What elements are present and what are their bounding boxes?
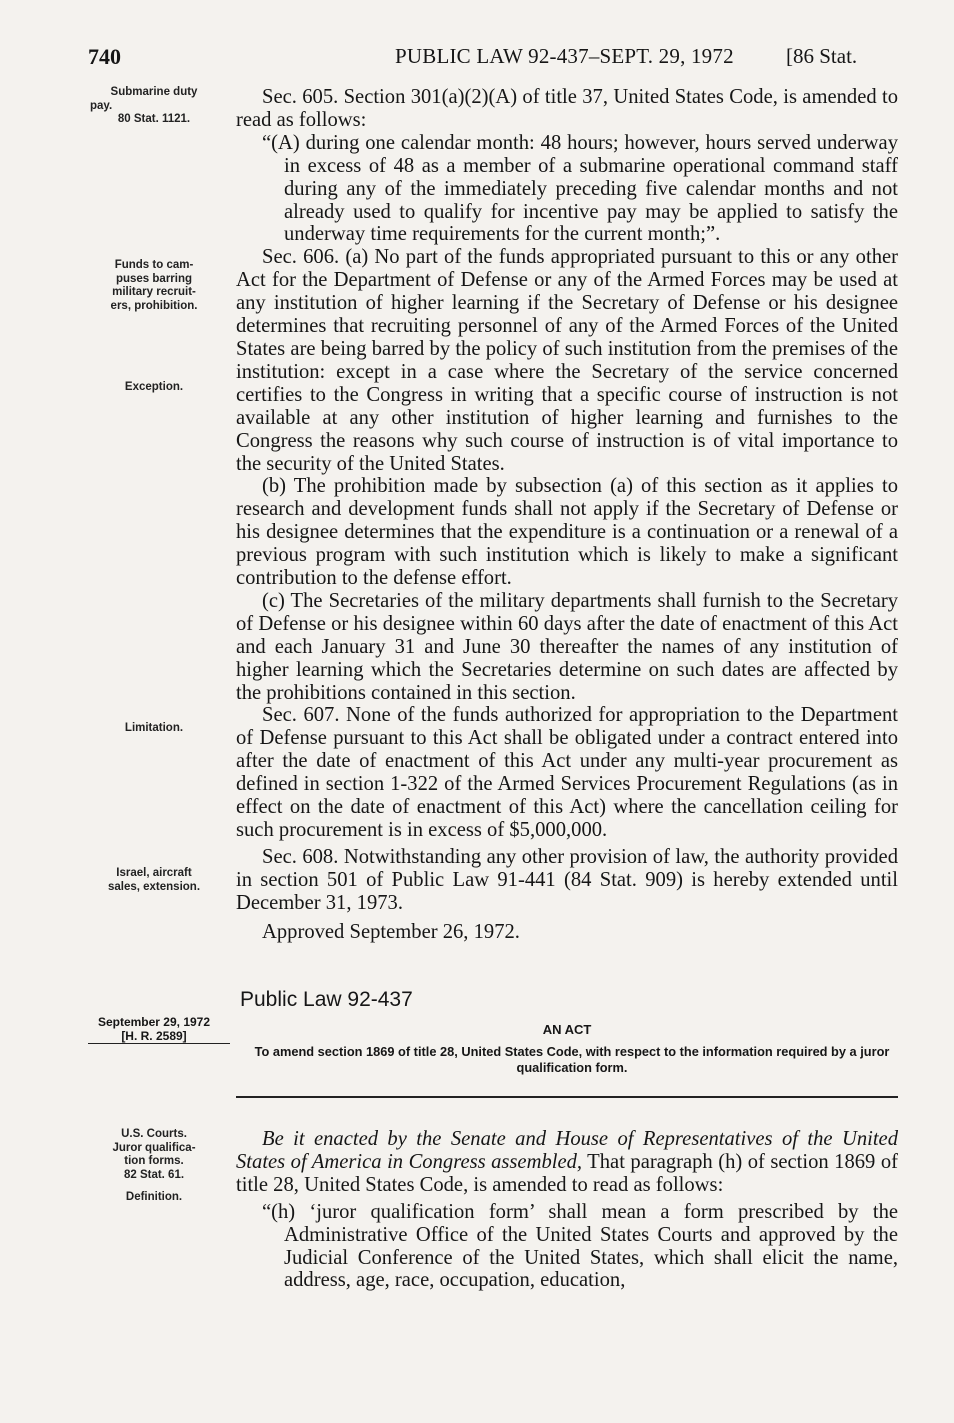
- page-header: [0, 44, 954, 74]
- margin-note-line: Exception.: [124, 381, 184, 393]
- bill-number: [H. R. 2589]: [121, 1028, 187, 1043]
- title-rule: [236, 1096, 898, 1098]
- margin-note-limitation: [78, 722, 230, 736]
- new-law-text: [236, 1128, 898, 1292]
- margin-note-line: ers, prohibition.: [110, 299, 198, 312]
- margin-note-line: pay.: [90, 99, 113, 112]
- margin-note-israel: [78, 867, 230, 894]
- margin-note-line: Juror qualifica-: [112, 1141, 196, 1154]
- definition-quote: “(h) ‘juror qualification form’ shall mean a form prescribed by the Administrative Office of the United States Courts and approved by the Judicial Conference of the United States, which shall elicit the name, address, age, race, occupation, education,: [262, 1200, 898, 1292]
- page-number: 740: [88, 44, 121, 69]
- section-606-a: Sec. 606. (a) No part of the funds appropriated pursuant to this or any other Act for the Department of Defense or any of the Armed Forces may be used at any institution of higher learning if the Secretary of Defense or his designee determines that recruiting personnel of any of the Armed Forces of the United States are being barred by the policy of such institution from the premises of the institution: except in a case where the Secretary of the service concerned certifies to the Congress in writing that a specific course of instruction is not available at any other institution of higher learning and furnishes to the Congress the reasons why such course of instruction is of vital importance to the security of the United States.: [236, 246, 898, 475]
- margin-note-line: 82 Stat. 61.: [123, 1168, 185, 1181]
- enactment-date: September 29, 1972: [97, 1015, 211, 1029]
- section-605-quote: “(A) during one calendar month: 48 hours; however, hours served underway in excess of 48 as a member of a submarine operational command staff during any of the immediately preceding five calendar months and not already used to qualify for incentive pay may be applied to satisfy the underway time requirements for the current month;”.: [262, 131, 898, 246]
- running-title: PUBLIC LAW 92-437–SEPT. 29, 1972: [395, 44, 734, 68]
- margin-note-line: sales, extension.: [107, 880, 201, 893]
- margin-note-line: U.S. Courts.: [121, 1128, 187, 1140]
- margin-note-line: Submarine duty: [110, 86, 198, 98]
- margin-note-courts: [78, 1128, 230, 1182]
- margin-note-date: [78, 1016, 230, 1043]
- margin-note-line: Definition.: [125, 1191, 183, 1203]
- section-606-b: (b) The prohibition made by subsection (a) of this section as it applies to research and development funds shall not apply if the Secretary of Defense or his designee determines that the expenditure is a continuation or a renewal of a previous program with such institution which is likely to make a significant contribution to the defense effort.: [236, 475, 898, 590]
- margin-note-submarine-duty: [78, 86, 230, 127]
- margin-note-line: 80 Stat. 1121.: [117, 113, 191, 125]
- act-long-title: To amend section 1869 of title 28, United States Code, with respect to the information required by a juror qualification form.: [254, 1044, 890, 1075]
- margin-note-line: Limitation.: [124, 722, 184, 734]
- margin-note-line: Israel, aircraft: [116, 867, 192, 879]
- margin-note-definition: [78, 1191, 230, 1205]
- main-text-column: [236, 86, 898, 944]
- section-608: Sec. 608. Notwithstanding any other provision of law, the authority provided in section 501 of Public Law 91-441 (84 Stat. 909) is hereby extended until December 31, 1973.: [236, 845, 898, 914]
- section-605-intro: Sec. 605. Section 301(a)(2)(A) of title 37, United States Code, is amended to read as follows:: [236, 86, 898, 131]
- margin-note-line: military recruit-: [112, 286, 196, 298]
- volume-reference: [86 Stat.: [786, 44, 858, 68]
- enacting-clause-rest: That paragraph (h) of section 1869 of title 28, United States Code, is amended to read as follows:: [236, 1150, 898, 1196]
- section-606-c: (c) The Secretaries of the military departments shall furnish to the Secretary of Defense or his designee within 60 days after the date of enactment of this Act and each January 31 and June 30 thereafter the names of any institution of higher learning which the Secretaries determine on such dates are affected by the prohibitions contained in this section.: [236, 589, 898, 704]
- date-rule: [88, 1043, 230, 1044]
- an-act-heading: AN ACT: [542, 1022, 592, 1037]
- margin-note-exception: [78, 381, 230, 395]
- margin-note-line: Funds to cam-: [114, 259, 194, 271]
- section-607: Sec. 607. None of the funds authorized for appropriation to the Department of Defense pursuant to this Act shall be obligated under a contract entered into after the date of enactment of this Act under any multi-year procurement as defined in section 1-322 of the Armed Services Procurement Regulations (as in effect on the date of enactment of this Act) where the cancellation ceiling for such procurement is in excess of $5,000,000.: [236, 704, 898, 841]
- enacting-clause-paragraph: [236, 1128, 898, 1197]
- margin-note-funds-campuses: [78, 259, 230, 313]
- margin-note-line: puses barring: [115, 272, 193, 285]
- enacting-clause: Be it enacted by the Senate and House of Representatives of the United States of America in Congress assembled,: [236, 1128, 898, 1173]
- margin-note-line: tion forms.: [124, 1155, 184, 1167]
- approval-date: Approved September 26, 1972.: [262, 920, 520, 943]
- public-law-title: Public Law 92-437: [240, 988, 413, 1011]
